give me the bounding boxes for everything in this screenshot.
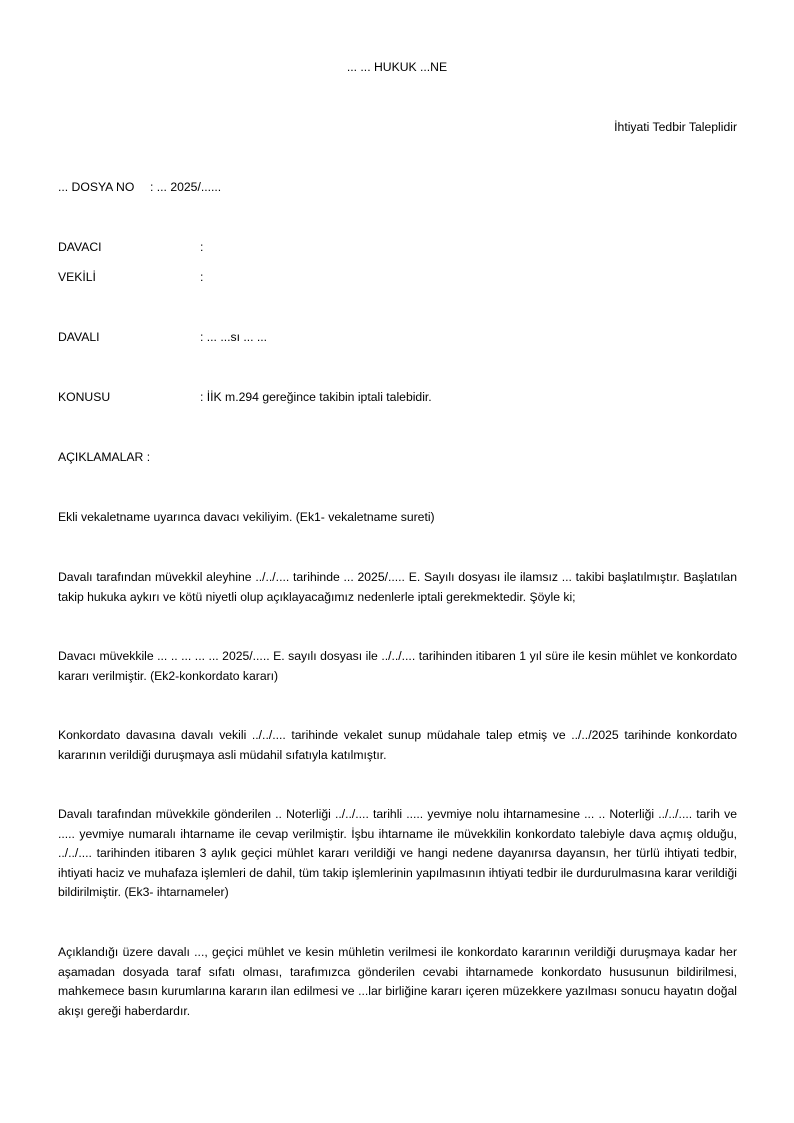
attorney-row [58, 268, 203, 288]
defendant-row [58, 328, 267, 348]
explanations-title: AÇIKLAMALAR : [58, 450, 151, 464]
paragraph: Davalı tarafından müvekkile gönderilen .. Noterliği ../../.... tarihli ..... yevmiye nolu ihtarnamesine ... .. Noterliği ../../.... tarih ve ..... yevmiye numaralı ihtarname ile cevap verilmiştir. İşbu ihtarname ile müvekkilin konkordato talebiyle dava açmış olduğu, ../../.... tarihinden itibaren 3 aylık geçici mühlet kararı verildiği ve hangi nedene dayanırsa dayansın, her türlü ihtiyati tedbir, ihtiyati haciz ve muhafaza işlemleri de dahil, tüm takip işlemlerinin yapılmasının ihtiyati tedbir ile durdurulmasına karar verildiği bildirilmiştir. (Ek3- ihtarnameler) [58, 807, 737, 899]
subject-row [58, 388, 432, 408]
file-number-separator: : [150, 180, 154, 194]
attorney-value: : [200, 270, 204, 284]
paragraph: Davacı müvekkile ... .. ... ... ... 2025/..... E. sayılı dosyası ile ../../.... tarihinden itibaren 1 yıl süre ile kesin mühlet ve konkordato kararı verilmiştir. (Ek2-konkordato kararı) [58, 649, 737, 683]
paragraph: Konkordato davasına davalı vekili ../../.... tarihinde vekalet sunup müdahale talep etmiş ve ../../2025 tarihinde konkordato kararının verildiği duruşmaya asli müdahil sıfatıyla katılmıştır. [58, 728, 737, 762]
defendant-label: DAVALI [58, 330, 100, 344]
attorney-label: VEKİLİ [58, 270, 96, 284]
file-number-value: ... 2025/...... [156, 180, 222, 194]
subject-value: : İİK m.294 gereğince takibin iptali talebidir. [200, 390, 432, 404]
file-number-label: ... DOSYA NO [58, 180, 135, 194]
paragraph: Ekli vekaletname uyarınca davacı vekiliyim. (Ek1- vekaletname sureti) [58, 510, 435, 524]
file-number-row [58, 178, 221, 198]
court-title: ... ... HUKUK ...NE [346, 60, 448, 74]
paragraph: Açıklandığı üzere davalı ..., geçici mühlet ve kesin mühletin verilmesi ile konkordato kararının verildiği duruşmaya kadar her aşamadan dosyada taraf sıfatı olması, tarafımızca gönderilen cevabi ihtarnamede konkordato hususunun bildirilmesi, mahkemece basın kurumlarına kararın ilan edilmesi ve ...lar birliğine kararı içeren müzekkere yazılması sonucu hayatın doğal akışı gereği haberdardır. [58, 945, 737, 1018]
paragraph: Davalı tarafından müvekkil aleyhine ../../.... tarihinde ... 2025/..... E. Sayılı dosyası ile ilamsız ... takibi başlatılmıştır. Başlatılan takip hukuka aykırı ve kötü niyetli olup açıklayacağımız nedenlerle iptali gerekmektedir. Şöyle ki; [58, 570, 737, 604]
plaintiff-value: : [200, 240, 204, 254]
plaintiff-row [58, 238, 203, 258]
injunction-request-note: İhtiyati Tedbir Taleplidir [614, 120, 737, 134]
defendant-value: : ... ...sı ... ... [200, 330, 268, 344]
plaintiff-label: DAVACI [58, 240, 102, 254]
subject-label: KONUSU [58, 390, 111, 404]
